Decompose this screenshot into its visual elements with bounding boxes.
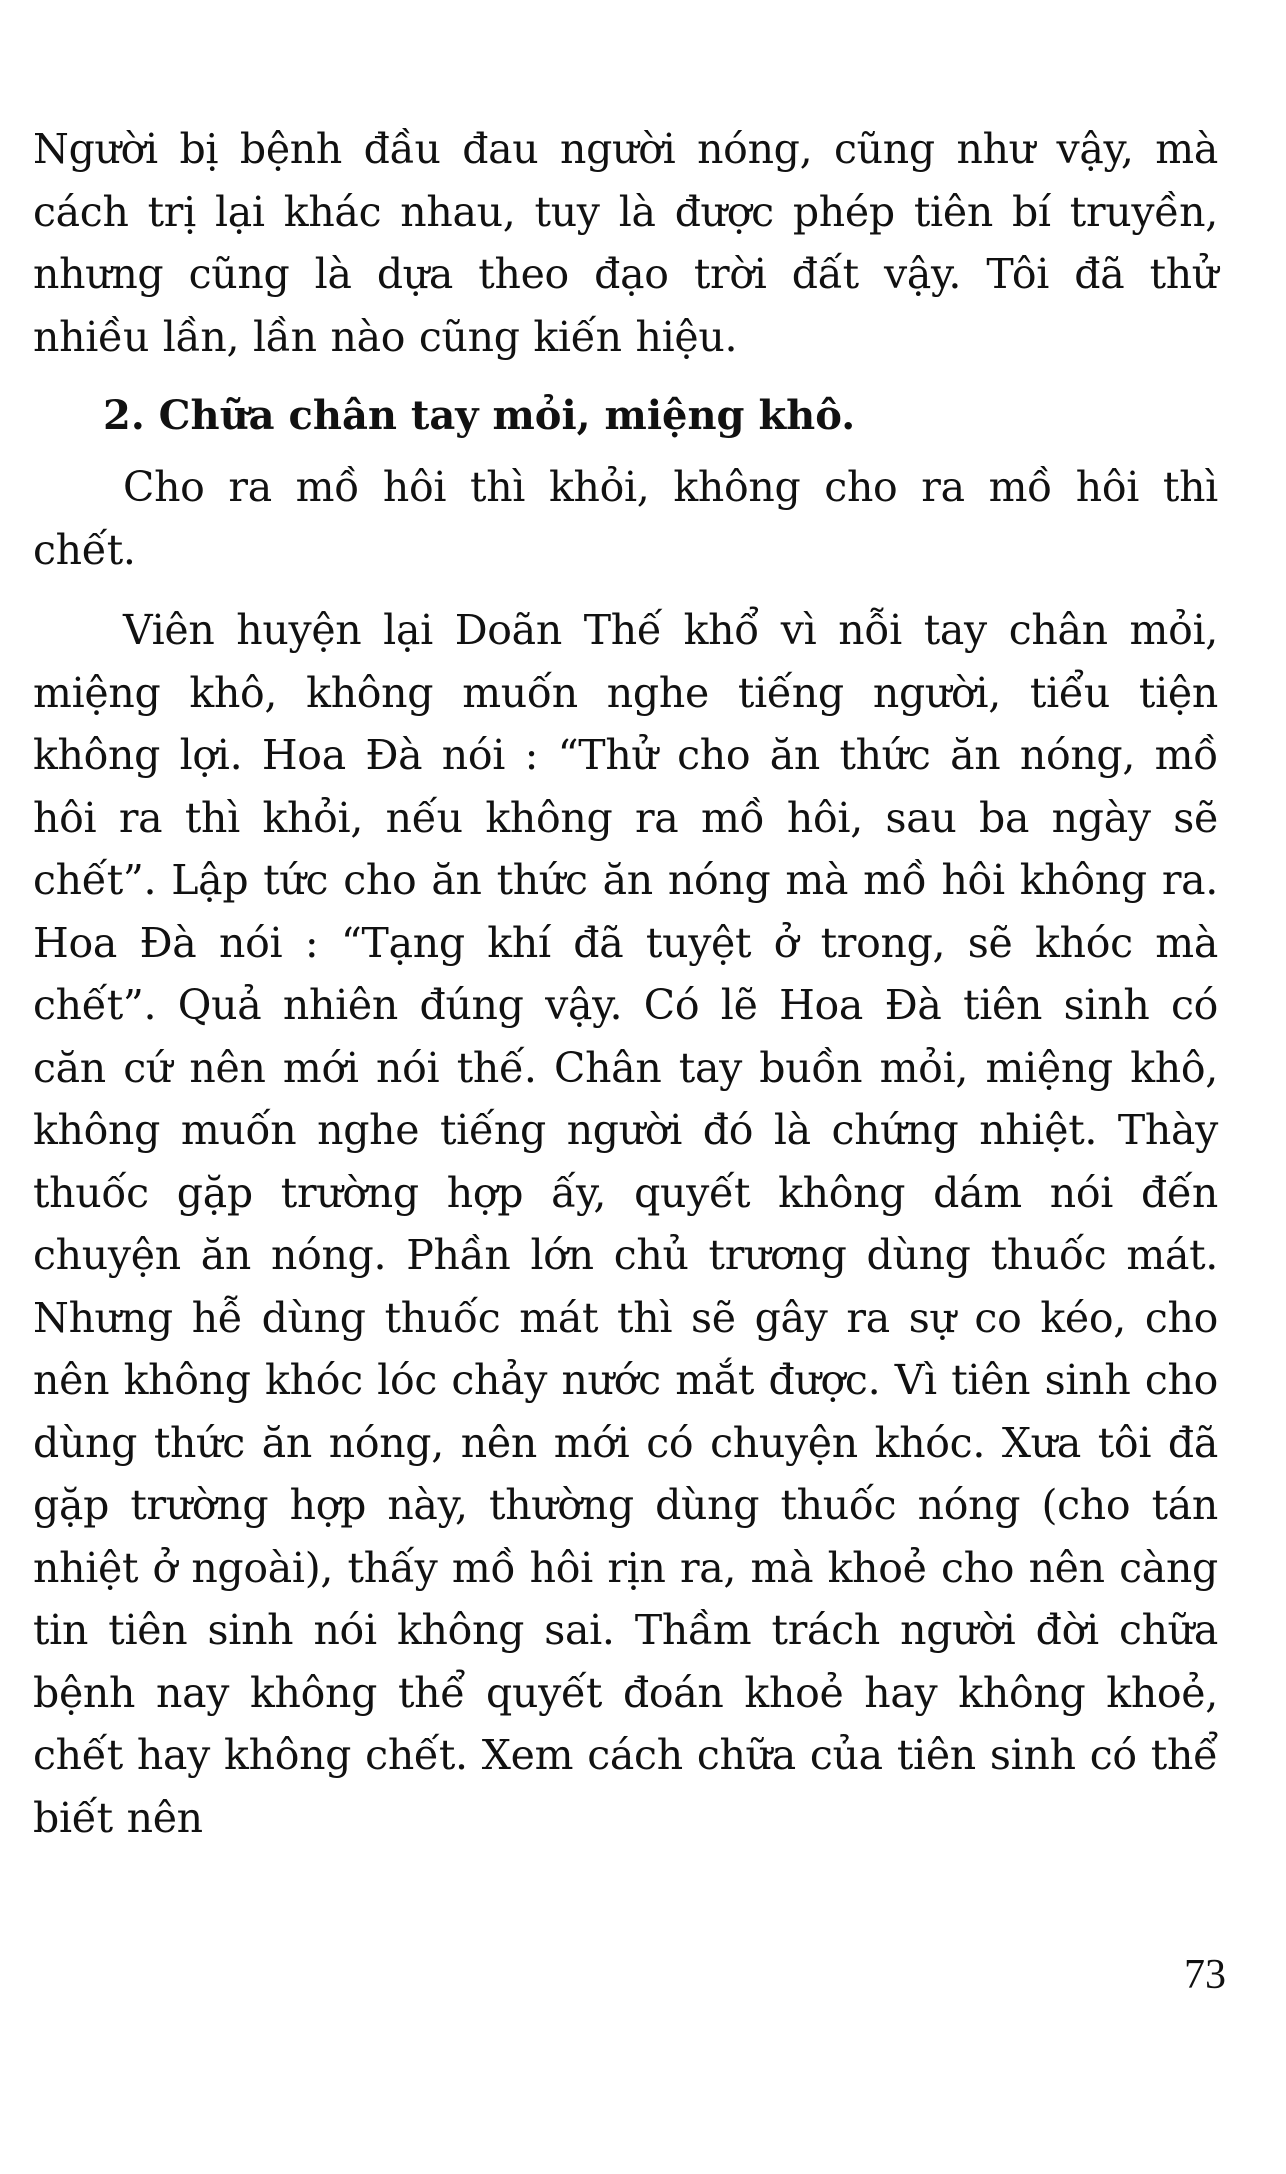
- section-heading: 2. Chữa chân tay mỏi, miệng khô.: [103, 392, 856, 439]
- paragraph-spacer: [33, 581, 1218, 599]
- page-number: 73: [1184, 1952, 1226, 1998]
- paragraph-story: Viên huyện lại Doãn Thế khổ vì nỗi tay chân mỏi, miệng khô, không muốn nghe tiếng người, tiểu tiện không lợi. Hoa Đà nói : “Thử cho ăn thức ăn nóng, mồ hôi ra thì khỏi, nếu không ra mồ hôi, sau ba ngày sẽ chết”. Lập tức cho ăn thức ăn nóng mà mồ hôi không ra. Hoa Đà nói : “Tạng khí đã tuyệt ở trong, sẽ khóc mà chết”. Quả nhiên đúng vậy. Có lẽ Hoa Đà tiên sinh có căn cứ nên mới nói thế. Chân tay buồn mỏi, miệng khô, không muốn nghe tiếng người đó là chứng nhiệt. Thày thuốc gặp trường hợp ấy, quyết không dám nói đến chuyện ăn nóng. Phần lớn chủ trương dùng thuốc mát. Nhưng hễ dùng thuốc mát thì sẽ gây ra sự co kéo, cho nên không khóc lóc chảy nước mắt được. Vì tiên sinh cho dùng thức ăn nóng, nên mới có chuyện khóc. Xưa tôi đã gặp trường hợp này, thường dùng thuốc nóng (cho tán nhiệt ở ngoài), thấy mồ hôi rịn ra, mà khoẻ cho nên càng tin tiên sinh nói không sai. Thầm trách người đời chữa bệnh nay không thể quyết đoán khoẻ hay không khoẻ, chết hay không chết. Xem cách chữa của tiên sinh có thể biết nên: [33, 606, 1218, 1842]
- paragraph-intro: Người bị bệnh đầu đau người nóng, cũng như vậy, mà cách trị lại khác nhau, tuy là được phép tiên bí truyền, nhưng cũng là dựa theo đạo trời đất vậy. Tôi đã thử nhiều lần, lần nào cũng kiến hiệu.: [33, 125, 1218, 361]
- paragraph-rule: Cho ra mồ hôi thì khỏi, không cho ra mồ hôi thì chết.: [33, 463, 1218, 574]
- body-text: [33, 118, 1218, 1849]
